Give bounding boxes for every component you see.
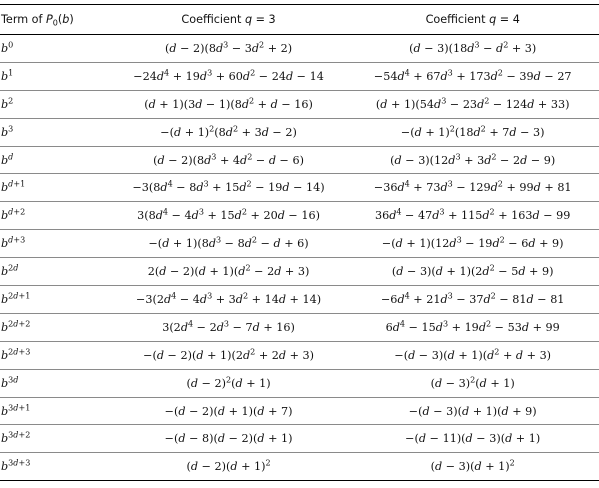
coefficient-q3-cell: $-3(2d^4 - 4d^3 + 3d^2 + 14d + 14)$: [111, 286, 347, 314]
term-cell: $b^{d+1}$: [0, 174, 111, 202]
coefficient-q3-cell: −(d − 8)(d − 2)(d + 1): [111, 425, 347, 453]
coefficient-q3-cell: −(d − 2)(d + 1)(d + 7): [111, 397, 347, 425]
coefficient-q3-cell: $(d + 1)(3d - 1)(8d^2 + d - 16)$: [111, 90, 347, 118]
coefficient-q4-cell: $-36d^4 + 73d^3 - 129d^2 + 99d + 81$: [346, 174, 599, 202]
table-row: [0, 425, 599, 453]
coefficient-q3-cell: $2(d - 2)(d + 1)(d^2 - 2d + 3)$: [111, 258, 347, 286]
coefficient-q3-cell: $-(d + 1)^2(8d^2 + 3d - 2)$: [111, 118, 347, 146]
table-row: [0, 146, 599, 174]
table-row: [0, 118, 599, 146]
coefficient-q4-cell: $(d - 3)^2(d + 1)$: [346, 369, 599, 397]
coefficient-q4-cell: $-(d + 1)(12d^3 - 19d^2 - 6d + 9)$: [346, 230, 599, 258]
table-row: [0, 174, 599, 202]
coefficient-q3-cell: $3(2d^4 - 2d^3 - 7d + 16)$: [111, 313, 347, 341]
coefficient-q4-cell: $-(d - 3)(d + 1)(d^2 + d + 3)$: [346, 341, 599, 369]
coefficient-q4-cell: $-54d^4 + 67d^3 + 173d^2 - 39d - 27$: [346, 62, 599, 90]
table-row: [0, 286, 599, 314]
table-body: [0, 35, 599, 481]
coefficient-q3-cell: $(d - 2)(d + 1)^2$: [111, 453, 347, 481]
table-row: [0, 313, 599, 341]
header-term: Term of $P_0(b)$: [0, 5, 111, 35]
term-cell: $b^d$: [0, 146, 111, 174]
table-row: [0, 62, 599, 90]
term-cell: $b^{d+2}$: [0, 202, 111, 230]
table-row: [0, 230, 599, 258]
coefficient-q3-cell: $(d - 2)(8d^3 + 4d^2 - d - 6)$: [111, 146, 347, 174]
coefficient-q3-cell: $(d - 2)^2(d + 1)$: [111, 369, 347, 397]
coefficient-q4-cell: $6d^4 - 15d^3 + 19d^2 - 53d + 99$: [346, 313, 599, 341]
coefficient-table: [0, 4, 599, 481]
table-row: [0, 369, 599, 397]
term-cell: $b^{3d+2}$: [0, 425, 111, 453]
term-cell: $b^0$: [0, 35, 111, 63]
coefficient-q4-cell: −(d − 3)(d + 1)(d + 9): [346, 397, 599, 425]
table-row: [0, 202, 599, 230]
coefficient-q3-cell: $(d - 2)(8d^3 - 3d^2 + 2)$: [111, 35, 347, 63]
table-row: [0, 453, 599, 481]
table-row: [0, 341, 599, 369]
coefficient-q4-cell: $(d - 3)(d + 1)^2$: [346, 453, 599, 481]
header-coefficient-q3: Coefficient q = 3: [111, 5, 347, 35]
coefficient-q3-cell: $-(d - 2)(d + 1)(2d^2 + 2d + 3)$: [111, 341, 347, 369]
coefficient-q4-cell: $(d + 1)(54d^3 - 23d^2 - 124d + 33)$: [346, 90, 599, 118]
term-cell: $b^{3d+1}$: [0, 397, 111, 425]
term-cell: $b^{2d+2}$: [0, 313, 111, 341]
coefficient-q3-cell: $-24d^4 + 19d^3 + 60d^2 - 24d - 14$: [111, 62, 347, 90]
table-row: [0, 397, 599, 425]
coefficient-q4-cell: $(d - 3)(18d^3 - d^2 + 3)$: [346, 35, 599, 63]
table-row: [0, 258, 599, 286]
term-cell: $b^{3d}$: [0, 369, 111, 397]
coefficient-q4-cell: $-(d + 1)^2(18d^2 + 7d - 3)$: [346, 118, 599, 146]
term-cell: $b^{3d+3}$: [0, 453, 111, 481]
term-cell: $b^2$: [0, 90, 111, 118]
header-coefficient-q4: Coefficient q = 4: [346, 5, 599, 35]
term-cell: $b^{2d+3}$: [0, 341, 111, 369]
coefficient-q3-cell: $-(d + 1)(8d^3 - 8d^2 - d + 6)$: [111, 230, 347, 258]
coefficient-q3-cell: $3(8d^4 - 4d^3 + 15d^2 + 20d - 16)$: [111, 202, 347, 230]
table-row: [0, 90, 599, 118]
coefficient-q3-cell: $-3(8d^4 - 8d^3 + 15d^2 - 19d - 14)$: [111, 174, 347, 202]
coefficient-q4-cell: $(d - 3)(12d^3 + 3d^2 - 2d - 9)$: [346, 146, 599, 174]
table-row: [0, 35, 599, 63]
table-header: [0, 5, 599, 35]
term-cell: $b^{2d+1}$: [0, 286, 111, 314]
term-cell: $b^1$: [0, 62, 111, 90]
coefficient-q4-cell: −(d − 11)(d − 3)(d + 1): [346, 425, 599, 453]
term-cell: $b^{d+3}$: [0, 230, 111, 258]
coefficient-q4-cell: $-6d^4 + 21d^3 - 37d^2 - 81d - 81$: [346, 286, 599, 314]
term-cell: $b^3$: [0, 118, 111, 146]
header-row: [0, 5, 599, 35]
term-cell: $b^{2d}$: [0, 258, 111, 286]
coefficient-q4-cell: $36d^4 - 47d^3 + 115d^2 + 163d - 99$: [346, 202, 599, 230]
coefficient-q4-cell: $(d - 3)(d + 1)(2d^2 - 5d + 9)$: [346, 258, 599, 286]
